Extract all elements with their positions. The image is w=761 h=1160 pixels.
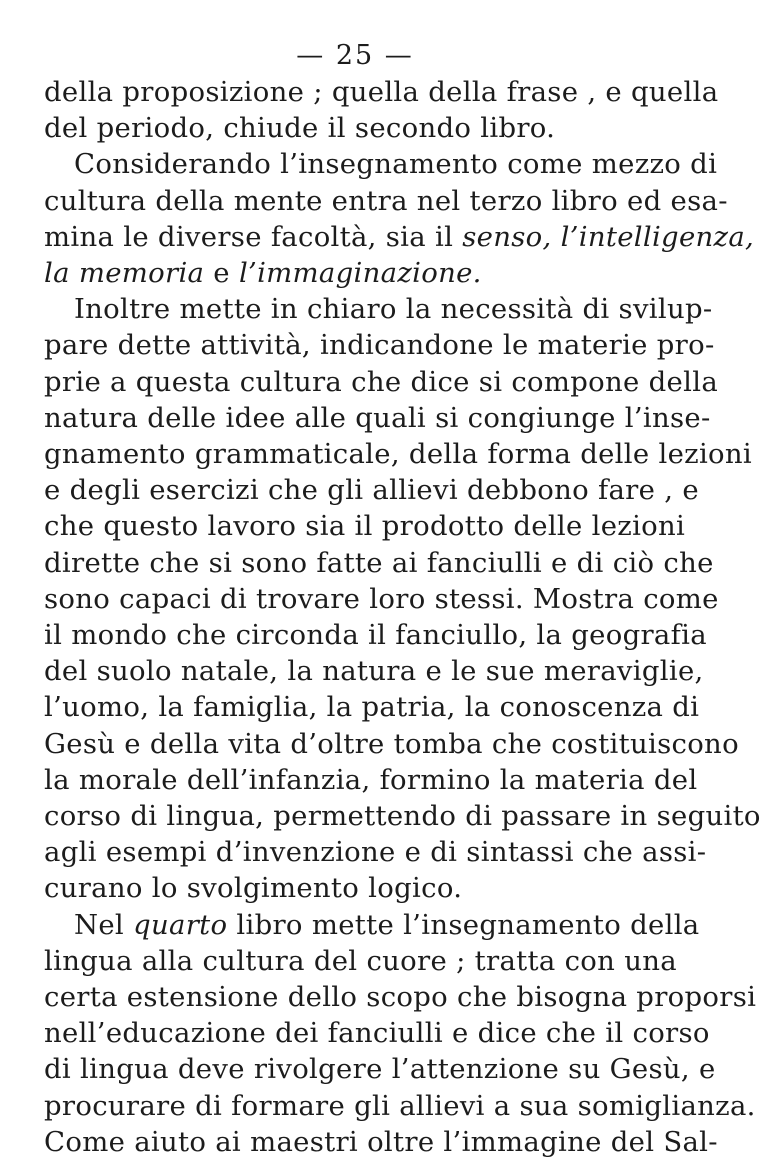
text-segment: della proposizione ; quella della frase , e quella: [44, 76, 719, 108]
paragraph: [44, 907, 757, 1160]
text-segment: Considerando l’insegnamento come mezzo di: [74, 148, 718, 181]
book-page: [44, 38, 761, 1158]
paragraph: [44, 291, 761, 906]
text-segment: pare dette attività, indicandone le materie pro-: [44, 329, 715, 362]
text-segment: libro mette l’insegnamento della: [227, 908, 700, 941]
text-segment: nell’educazione dei fanciulli e dice che il corso: [44, 1017, 710, 1050]
text-segment: l’uomo, la famiglia, la patria, la conoscenza di: [44, 691, 700, 724]
text-segment: Inoltre mette in chiaro la necessità di svilup-: [74, 293, 713, 326]
text-segment: gnamento grammaticale, della forma delle lezioni: [44, 438, 753, 471]
text-line: [44, 219, 755, 255]
italic-text: senso, l’intelligenza,: [462, 220, 755, 253]
text-line: [44, 762, 698, 798]
text-segment: certa estensione dello scopo che bisogna proporsi: [44, 981, 757, 1014]
text-segment: Nel: [74, 908, 134, 941]
text-line: [44, 979, 757, 1015]
text-line: [44, 255, 666, 291]
italic-text: quarto: [133, 908, 228, 941]
text-line: [44, 834, 707, 870]
text-segment: che questo lavoro sia il prodotto delle lezioni: [44, 510, 686, 543]
text-line: [44, 472, 699, 508]
text-line: [44, 327, 715, 363]
text-segment: procurare di formare gli allievi a sua somiglianza.: [44, 1089, 756, 1122]
text-line: [44, 1051, 716, 1087]
text-line: [44, 907, 700, 943]
text-segment: Come aiuto ai maestri oltre l’immagine del Sal-: [44, 1125, 718, 1158]
text-line: [44, 436, 753, 472]
italic-text: l’immaginazione.: [238, 257, 482, 290]
italic-text: la memoria: [44, 257, 205, 290]
text-segment: agli esempi d’invenzione e di sintassi che assi-: [44, 836, 707, 869]
text-segment: dirette che si sono fatte ai fanciulli e di ciò che: [44, 546, 714, 579]
text-line: [44, 581, 719, 617]
text-segment: natura delle idee alle quali si congiunge l’inse-: [44, 401, 711, 434]
text-line: [44, 1015, 710, 1051]
text-segment: cultura della mente entra nel terzo libro ed esa-: [44, 184, 728, 217]
text-segment: curano lo svolgimento logico.: [44, 872, 463, 905]
text-segment: del suolo natale, la natura e le sue meraviglie,: [44, 655, 704, 688]
text-segment: e: [204, 257, 239, 290]
text-line: [44, 798, 761, 834]
text-line: [44, 1088, 756, 1124]
text-line: [44, 617, 707, 653]
text-segment: del periodo, chiude il secondo libro.: [44, 112, 556, 145]
text-segment: e degli esercizi che gli allievi debbono fare , e: [44, 474, 699, 507]
text-line: [44, 364, 719, 400]
text-segment: mina le diverse facoltà, sia il: [44, 220, 463, 253]
body-text: [44, 74, 761, 1160]
paragraph: [44, 146, 755, 291]
text-line: [44, 74, 719, 110]
text-segment: di lingua deve rivolgere l’attenzione su Gesù, e: [44, 1053, 716, 1086]
text-segment: corso di lingua, permettendo di passare in seguito: [44, 800, 761, 833]
page-number: — 25 —: [296, 40, 414, 71]
text-segment: la morale dell’infanzia, formino la materia del: [44, 763, 698, 796]
text-line: [44, 291, 713, 327]
text-segment: lingua alla cultura del cuore ; tratta con una: [44, 944, 677, 977]
text-line: [44, 689, 700, 725]
text-segment: prie a questa cultura che dice si compone della: [44, 365, 719, 398]
text-line: [44, 545, 714, 581]
text-line: [44, 653, 704, 689]
text-line: [44, 943, 677, 979]
text-line: [44, 726, 739, 762]
text-line: [44, 110, 666, 146]
text-line: [44, 146, 718, 182]
paragraph: [44, 74, 719, 146]
text-segment: sono capaci di trovare loro stessi. Mostra come: [44, 582, 719, 615]
text-line: [44, 183, 728, 219]
text-line: [44, 1124, 718, 1160]
text-line: [44, 870, 666, 906]
text-line: [44, 400, 711, 436]
text-segment: il mondo che circonda il fanciullo, la geografia: [44, 619, 707, 652]
text-segment: Gesù e della vita d’oltre tomba che costituiscono: [44, 727, 739, 760]
text-line: [44, 508, 686, 544]
